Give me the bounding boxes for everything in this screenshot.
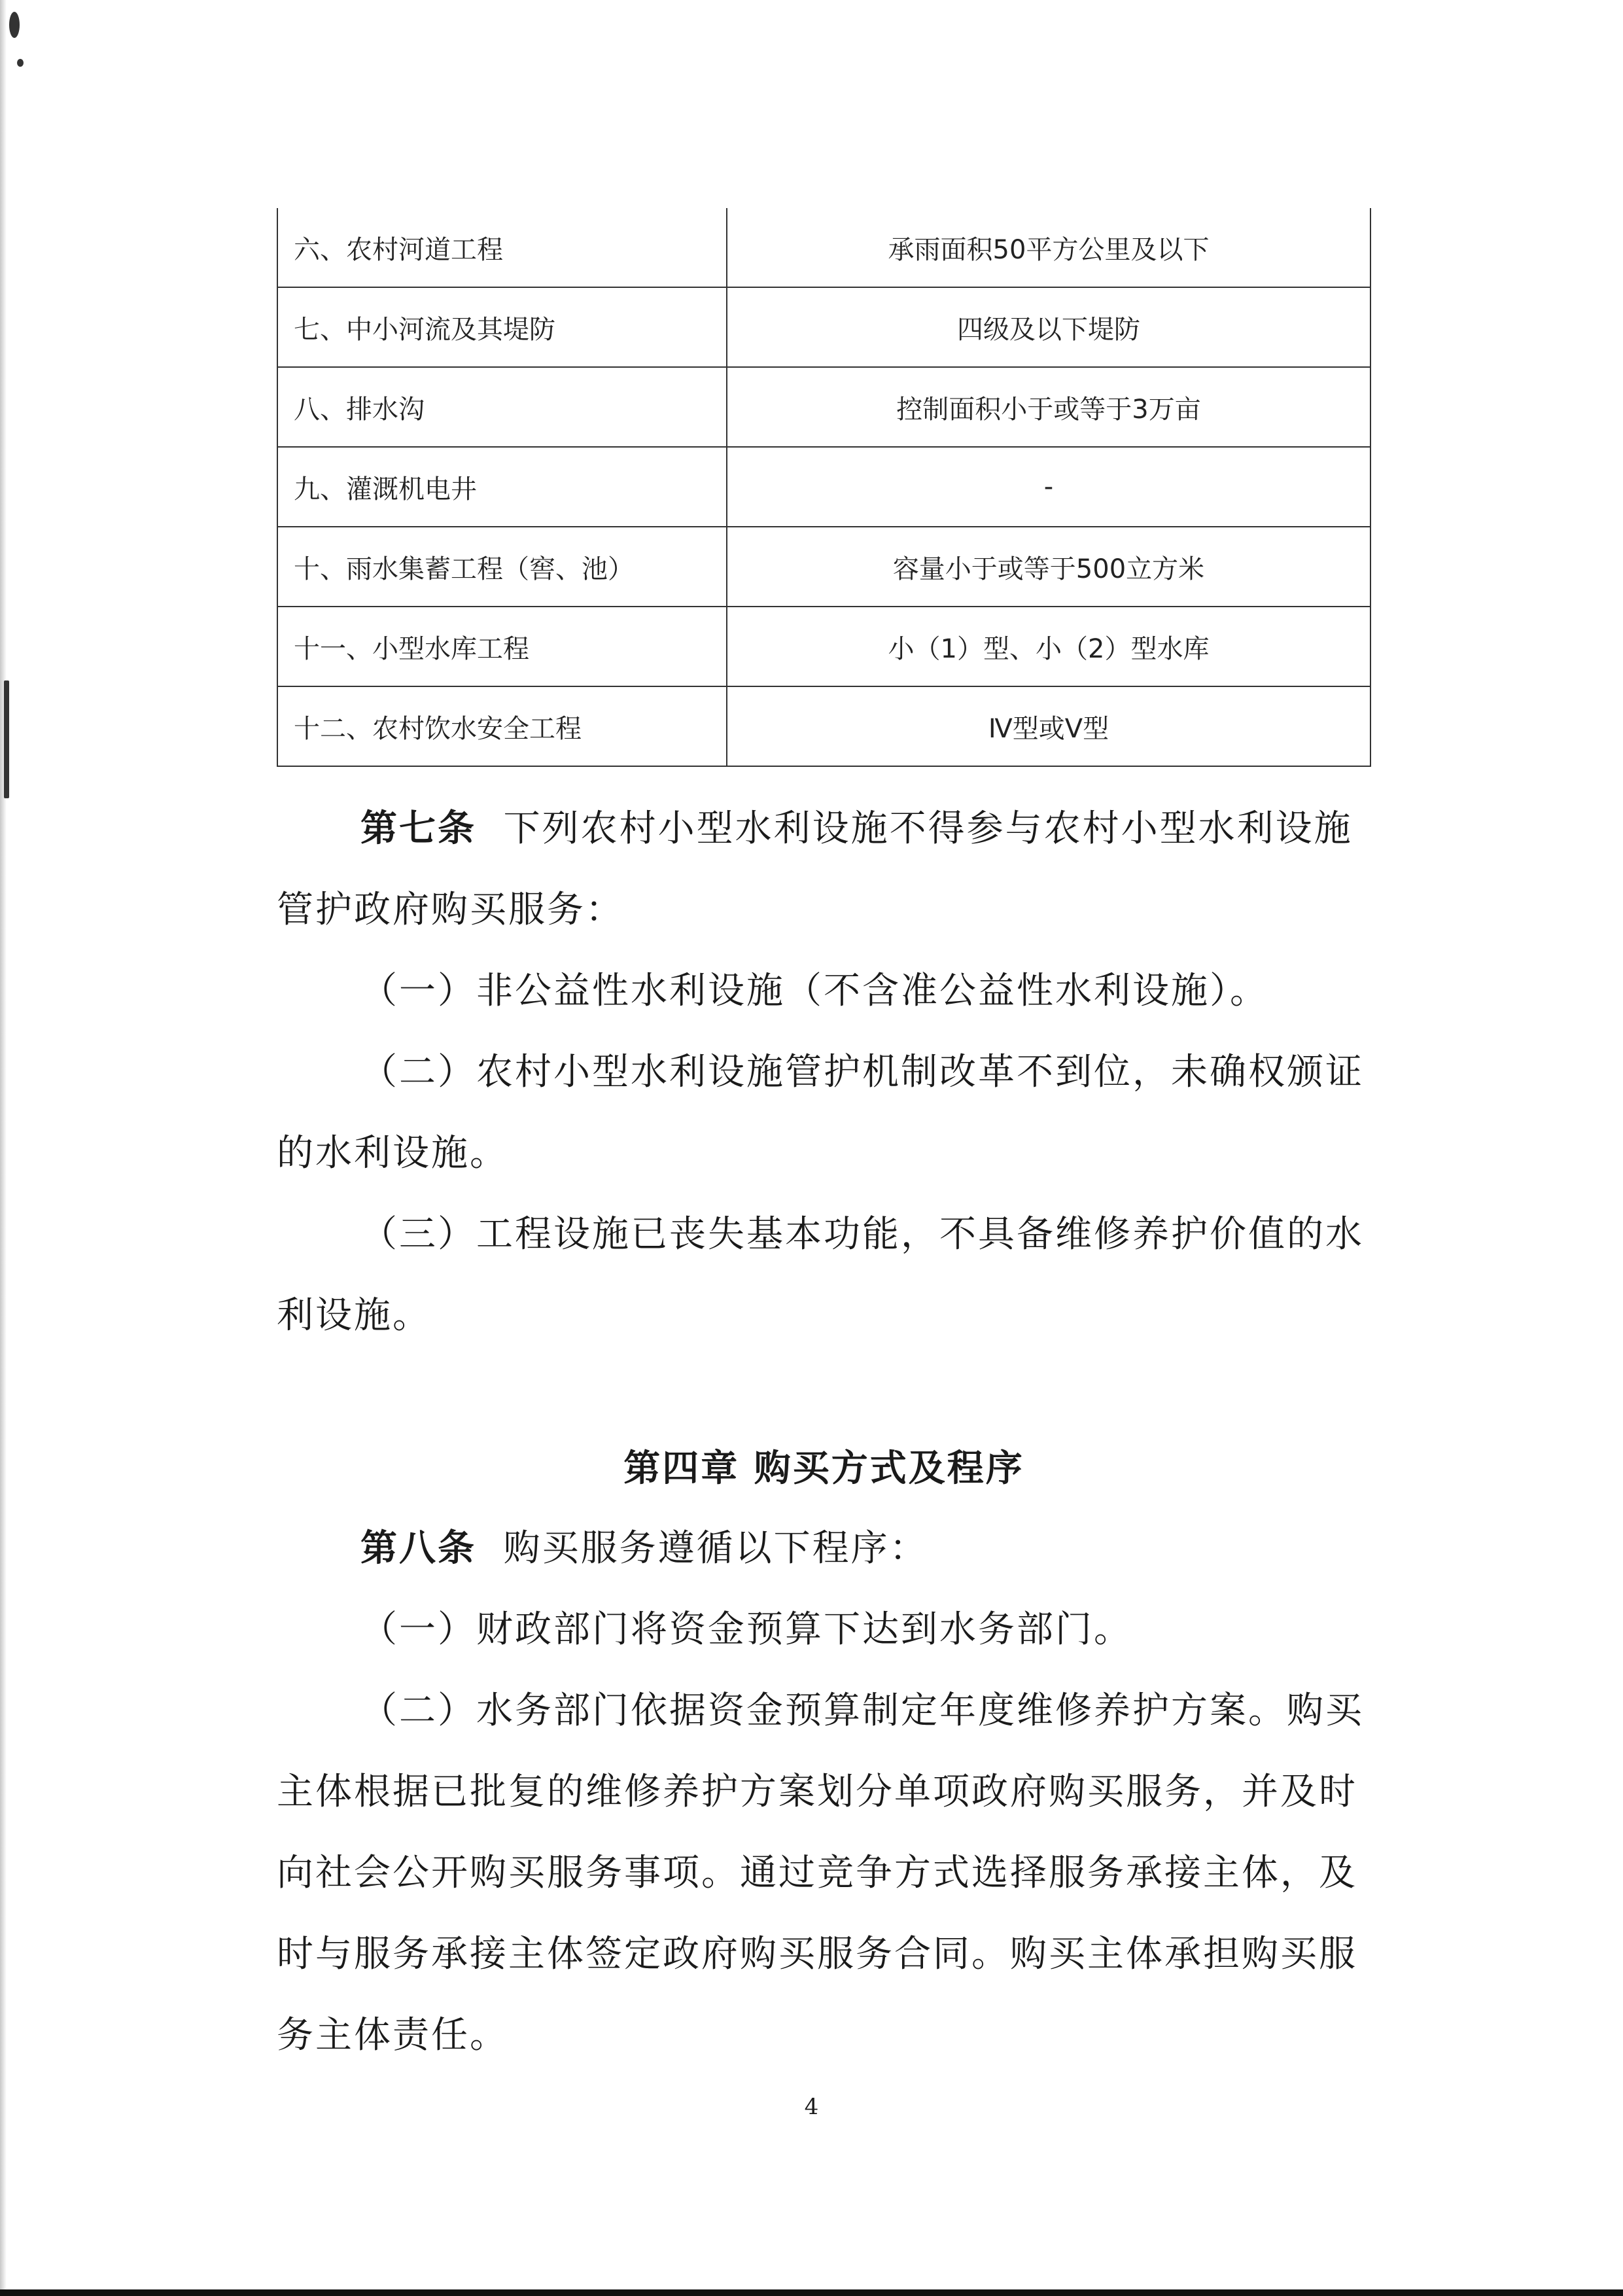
facility-scale-cell: 承雨面积50平方公里及以下 bbox=[727, 208, 1370, 287]
article-8-item: （一）财政部门将资金预算下达到水务部门。 bbox=[360, 1608, 1132, 1651]
table-row bbox=[277, 367, 1370, 447]
article-8-text: 购买服务遵循以下程序： bbox=[503, 1527, 928, 1570]
article-7-item: （二）农村小型水利设施管护机制改革不到位，未确权颁证的水利设施。 bbox=[277, 1051, 1364, 1174]
table-row bbox=[277, 287, 1370, 367]
table-row bbox=[277, 447, 1370, 527]
facility-category-cell: 八、排水沟 bbox=[277, 367, 727, 447]
article-7-item: （三）工程设施已丧失基本功能，不具备维修养护价值的水利设施。 bbox=[277, 1213, 1364, 1337]
table-row bbox=[277, 607, 1370, 686]
facility-scale-cell: - bbox=[727, 447, 1370, 527]
article-7-block bbox=[277, 788, 1371, 1356]
facility-category-cell: 六、农村河道工程 bbox=[277, 208, 727, 287]
facility-scale-table bbox=[277, 208, 1371, 767]
scan-speck bbox=[9, 12, 20, 38]
facility-scale-cell: Ⅳ型或Ⅴ型 bbox=[727, 686, 1370, 766]
scan-speck bbox=[17, 59, 24, 67]
facility-scale-cell: 小（1）型、小（2）型水库 bbox=[727, 607, 1370, 686]
article-8-intro bbox=[277, 1508, 1371, 1589]
article-7-label: 第七条 bbox=[360, 807, 476, 850]
table-row bbox=[277, 527, 1370, 607]
article-7-item: （一）非公益性水利设施（不含准公益性水利设施）。 bbox=[360, 970, 1268, 1012]
article-8-label: 第八条 bbox=[360, 1527, 476, 1570]
facility-scale-cell: 四级及以下堤防 bbox=[727, 287, 1370, 367]
facility-scale-cell: 控制面积小于或等于3万亩 bbox=[727, 367, 1370, 447]
facility-category-cell: 十二、农村饮水安全工程 bbox=[277, 686, 727, 766]
article-8-block bbox=[277, 1508, 1371, 2076]
article-7-intro bbox=[277, 788, 1371, 951]
chapter-heading: 第四章 购买方式及程序 bbox=[623, 1447, 1024, 1490]
article-8-item: （二）水务部门依据资金预算制定年度维修养护方案。购买主体根据已批复的维修养护方案划分单项政府购买服务，并及时向社会公开购买服务事项。通过竞争方式选择服务承接主体，及时与服务承接主体签定政府购买服务合同。购买主体承担购买服务主体责任。 bbox=[277, 1689, 1364, 2057]
table-row bbox=[277, 686, 1370, 766]
facility-category-cell: 九、灌溉机电井 bbox=[277, 447, 727, 527]
table-row bbox=[277, 208, 1370, 287]
page-number: 4 bbox=[804, 2094, 819, 2120]
article-7-text: 下列农村小型水利设施不得参与农村小型水利设施管护政府购买服务： bbox=[277, 807, 1353, 931]
scan-edge-bottom bbox=[0, 2289, 1623, 2296]
scan-speck bbox=[4, 680, 9, 798]
facility-category-cell: 七、中小河流及其堤防 bbox=[277, 287, 727, 367]
facility-category-cell: 十一、小型水库工程 bbox=[277, 607, 727, 686]
scan-edge-left bbox=[0, 0, 7, 2296]
facility-scale-cell: 容量小于或等于500立方米 bbox=[727, 527, 1370, 607]
facility-category-cell: 十、雨水集蓄工程（窖、池） bbox=[277, 527, 727, 607]
